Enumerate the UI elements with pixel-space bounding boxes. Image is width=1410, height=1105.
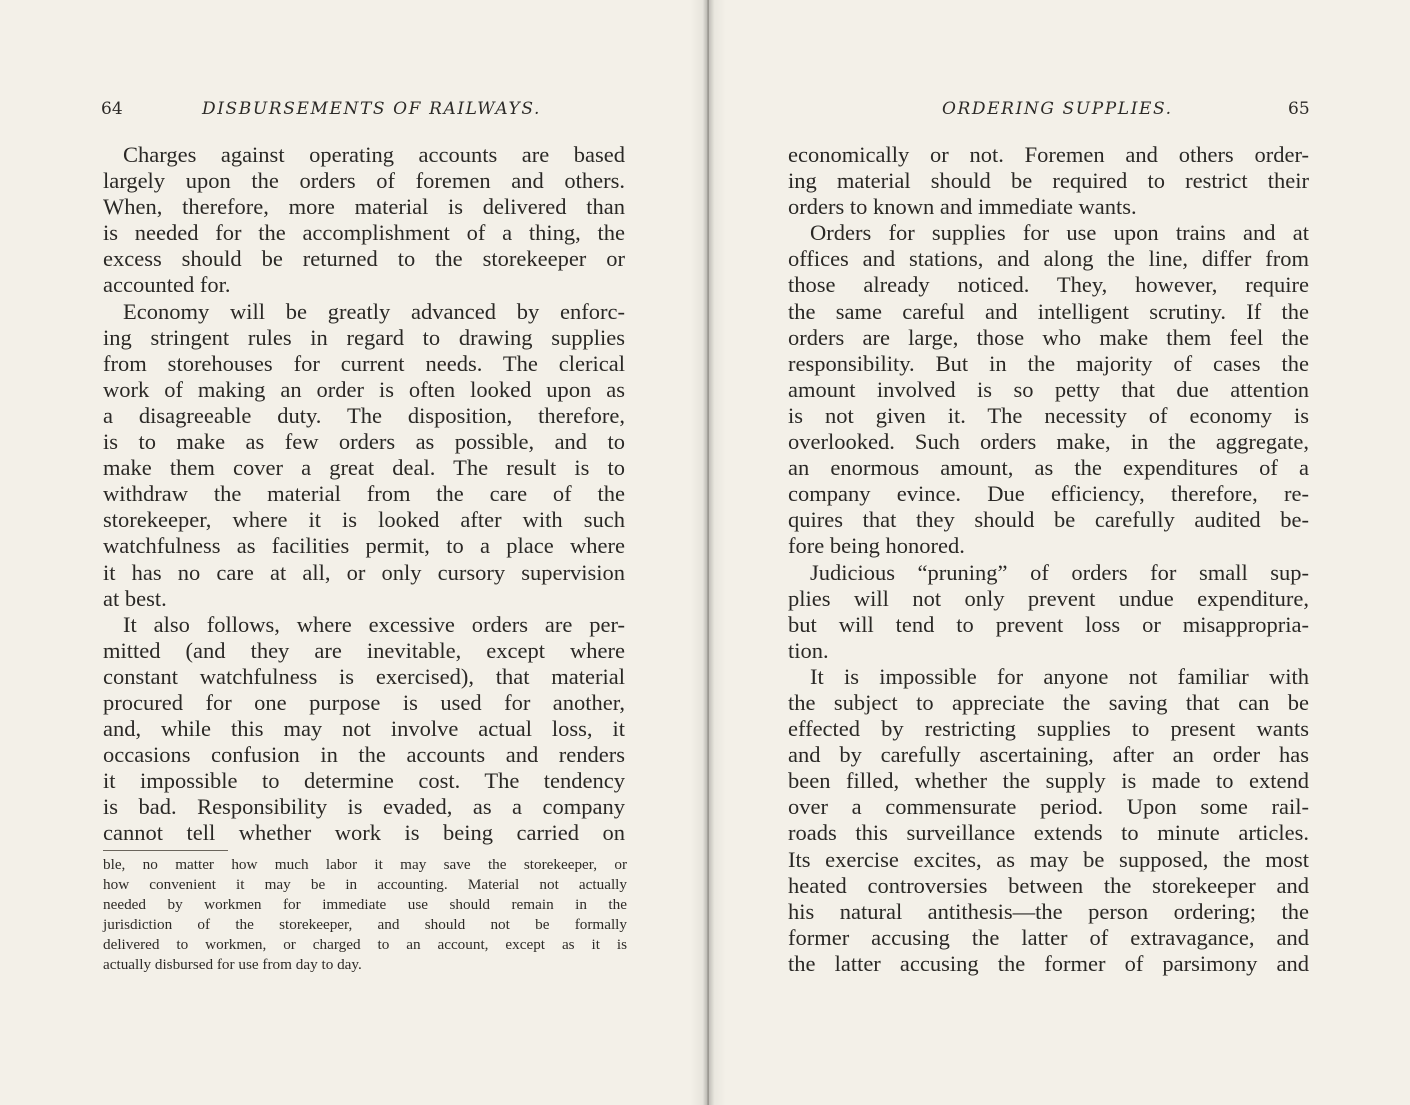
text-line: plies will not only prevent undue expenditure,	[788, 585, 1309, 611]
left-running-head: DISBURSEMENTS OF RAILWAYS.	[202, 99, 541, 119]
text-line: constant watchfulness is exercised), that material	[103, 663, 625, 689]
footnote-line: jurisdiction of the storekeeper, and should not be formally	[103, 916, 627, 934]
text-line: make them cover a great deal. The result is to	[103, 455, 625, 481]
text-line: company evince. Due efficiency, therefore, re-	[788, 481, 1309, 507]
text-line: orders to known and immediate wants.	[788, 194, 1137, 220]
text-line: watchfulness as facilities permit, to a place where	[103, 533, 625, 559]
text-line: excess should be returned to the storekeeper or	[103, 246, 625, 272]
text-line: is not given it. The necessity of economy is	[788, 402, 1309, 428]
left-page	[0, 0, 704, 1105]
text-line: Economy will be greatly advanced by enforc-	[123, 298, 625, 324]
text-line: Judicious “pruning” of orders for small sup-	[810, 559, 1309, 585]
text-line: cannot tell whether work is being carried on	[103, 820, 625, 846]
text-line: Orders for supplies for use upon trains and at	[810, 220, 1309, 246]
text-line: is needed for the accomplishment of a thing, the	[103, 220, 625, 246]
footnote-line: delivered to workmen, or charged to an account, except as it is	[103, 936, 627, 954]
text-line: is bad. Responsibility is evaded, as a company	[103, 794, 625, 820]
text-line: amount involved is so petty that due attention	[788, 376, 1309, 402]
book-gutter	[690, 0, 726, 1105]
text-line: When, therefore, more material is delivered than	[103, 194, 625, 220]
right-running-head: ORDERING SUPPLIES.	[942, 99, 1173, 119]
text-line: procured for one purpose is used for another,	[103, 689, 625, 715]
footnote-line: ble, no matter how much labor it may save the storekeeper, or	[103, 856, 627, 873]
text-line: the subject to appreciate the saving that can be	[788, 689, 1309, 715]
text-line: it has no care at all, or only cursory supervision	[103, 559, 625, 585]
left-body-text	[103, 142, 625, 847]
text-line: economically or not. Foremen and others order-	[788, 142, 1309, 167]
footnote-line: how convenient it may be in accounting. Material not actually	[103, 876, 627, 894]
text-line: those already noticed. They, however, require	[788, 272, 1309, 298]
text-line: a disagreeable duty. The disposition, therefore,	[103, 402, 625, 428]
text-line: it impossible to determine cost. The tendency	[103, 768, 625, 794]
text-line: ing stringent rules in regard to drawing supplies	[103, 324, 625, 350]
text-line: It also follows, where excessive orders are per-	[123, 611, 625, 637]
text-line: over a commensurate period. Upon some rail-	[788, 794, 1309, 820]
text-line: quires that they should be carefully audited be-	[788, 507, 1309, 533]
text-line: the same careful and intelligent scrutiny. If the	[788, 298, 1309, 324]
text-line: an enormous amount, as the expenditures of a	[788, 455, 1309, 481]
text-line: storekeeper, where it is looked after with such	[103, 507, 625, 533]
text-line: the latter accusing the former of parsimony and	[788, 950, 1309, 976]
text-line: overlooked. Such orders make, in the aggregate,	[788, 429, 1309, 455]
footnote	[103, 855, 627, 976]
text-line: orders are large, those who make them feel the	[788, 324, 1309, 350]
text-line: mitted (and they are inevitable, except where	[103, 637, 625, 663]
text-line: effected by restricting supplies to present wants	[788, 716, 1309, 742]
text-line: heated controversies between the storekeeper and	[788, 872, 1309, 898]
footnote-line: needed by workmen for immediate use should remain in the	[103, 896, 627, 914]
text-line: and by carefully ascertaining, after an order has	[788, 742, 1309, 768]
text-line: occasions confusion in the accounts and renders	[103, 742, 625, 768]
text-line: fore being honored.	[788, 533, 965, 559]
footnote-rule	[103, 850, 228, 851]
text-line: and, while this may not involve actual loss, it	[103, 716, 625, 742]
text-line: responsibility. But in the majority of cases the	[788, 350, 1309, 376]
text-line: roads this surveillance extends to minute articles.	[788, 820, 1309, 846]
footnote-line: actually disbursed for use from day to day.	[103, 956, 362, 974]
text-line: tion.	[788, 637, 829, 663]
right-body-text	[788, 142, 1309, 977]
text-line: work of making an order is often looked upon as	[103, 376, 625, 402]
text-line: but will tend to prevent loss or misappropria-	[788, 611, 1309, 637]
text-line: withdraw the material from the care of the	[103, 481, 625, 507]
left-page-number: 64	[101, 99, 123, 119]
text-line: Its exercise excites, as may be supposed, the most	[788, 846, 1309, 872]
text-line: offices and stations, and along the line, differ from	[788, 246, 1309, 272]
text-line: from storehouses for current needs. The clerical	[103, 350, 625, 376]
text-line: It is impossible for anyone not familiar with	[810, 663, 1309, 689]
text-line: former accusing the latter of extravagance, and	[788, 924, 1309, 950]
text-line: is to make as few orders as possible, and to	[103, 429, 625, 455]
text-line: his natural antithesis—the person ordering; the	[788, 898, 1309, 924]
right-page	[708, 0, 1410, 1105]
text-line: largely upon the orders of foremen and others.	[103, 168, 625, 194]
right-page-number: 65	[1288, 99, 1310, 119]
text-line: ing material should be required to restrict their	[788, 168, 1309, 194]
text-line: at best.	[103, 585, 167, 611]
text-line: accounted for.	[103, 272, 231, 298]
text-line: been filled, whether the supply is made to extend	[788, 768, 1309, 794]
text-line: Charges against operating accounts are based	[123, 142, 625, 167]
